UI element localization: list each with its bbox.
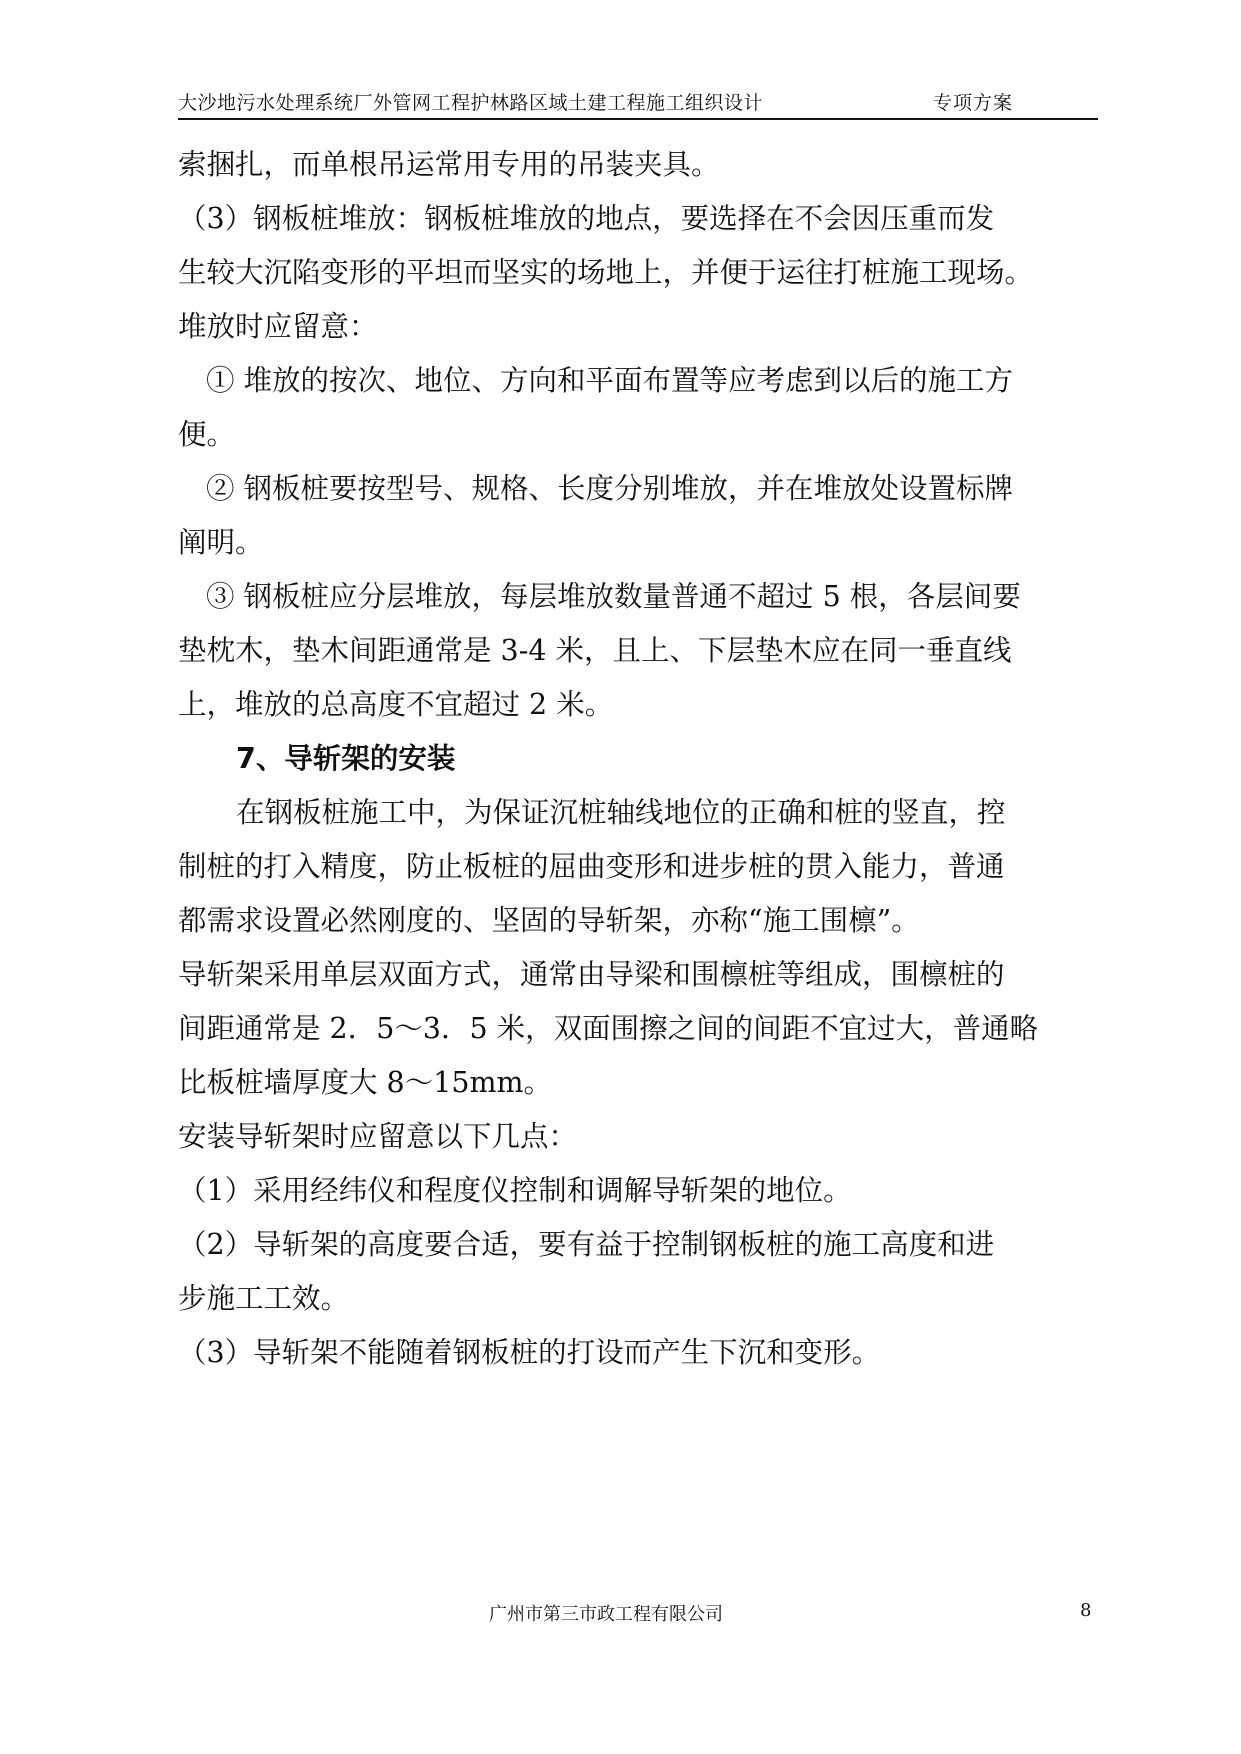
text-line: 上，堆放的总高度不宜超过 2 米。: [178, 688, 614, 721]
text-line: 导斩架采用单层双面方式，通常由导梁和围檩桩等组成，围檩桩的: [178, 958, 1005, 991]
page-header: [178, 84, 1098, 120]
text-line: 在钢板桩施工中，为保证沉桩轴线地位的正确和桩的竖直，控: [236, 796, 1006, 829]
text-line: 安装导斩架时应留意以下几点：: [178, 1120, 578, 1153]
list-item: （2）导斩架的高度要合适，要有益于控制钢板桩的施工高度和进: [178, 1228, 995, 1261]
list-item: ① 堆放的按次、地位、方向和平面布置等应考虑到以后的施工方: [206, 364, 1014, 397]
document-title: 大沙地污水处理系统厂外管网工程护林路区域土建工程施工组织设计: [178, 92, 764, 114]
list-item: ② 钢板桩要按型号、规格、长度分别堆放，并在堆放处设置标牌: [206, 472, 1014, 505]
list-item: （3）导斩架不能随着钢板桩的打设而产生下沉和变形。: [178, 1336, 881, 1369]
list-item: ③ 钢板桩应分层堆放，每层堆放数量普通不超过 5 根，各层间要: [206, 580, 1021, 613]
section-label: 专项方案: [933, 92, 1014, 114]
text-line: 间距通常是 2．5～3．5 米，双面围擦之间的间距不宜过大，普通略: [178, 1012, 1039, 1045]
text-line: 比板桩墙厚度大 8～15mm。: [178, 1066, 553, 1099]
text-line: 制桩的打入精度，防止板桩的屈曲变形和进步桩的贯入能力，普通: [178, 850, 1005, 883]
text-line: 垫枕木，垫木间距通常是 3-4 米，且上、下层垫木应在同一垂直线: [178, 634, 1012, 667]
section-heading: 7、导斩架的安装: [236, 742, 456, 775]
text-line: 生较大沉陷变形的平坦而坚实的场地上，并便于运往打桩施工现场。: [178, 256, 1034, 289]
text-line: 都需求设置必然刚度的、坚固的导斩架，亦称“施工围檩”。: [178, 904, 920, 937]
text-line: （3）钢板桩堆放：钢板桩堆放的地点，要选择在不会因压重而发: [178, 202, 995, 235]
text-line: 堆放时应留意：: [178, 310, 378, 343]
list-item: （1）采用经纬仪和程度仪控制和调解导斩架的地位。: [178, 1174, 852, 1207]
page-number: 8: [1080, 1600, 1092, 1621]
company-name: 广州市第三市政工程有限公司: [489, 1604, 723, 1625]
text-line: 阐明。: [178, 526, 264, 559]
text-line: 便。: [178, 418, 236, 451]
text-line: 索捆扎，而单根吊运常用专用的吊装夹具。: [178, 148, 720, 181]
text-line: 步施工工效。: [178, 1282, 350, 1315]
